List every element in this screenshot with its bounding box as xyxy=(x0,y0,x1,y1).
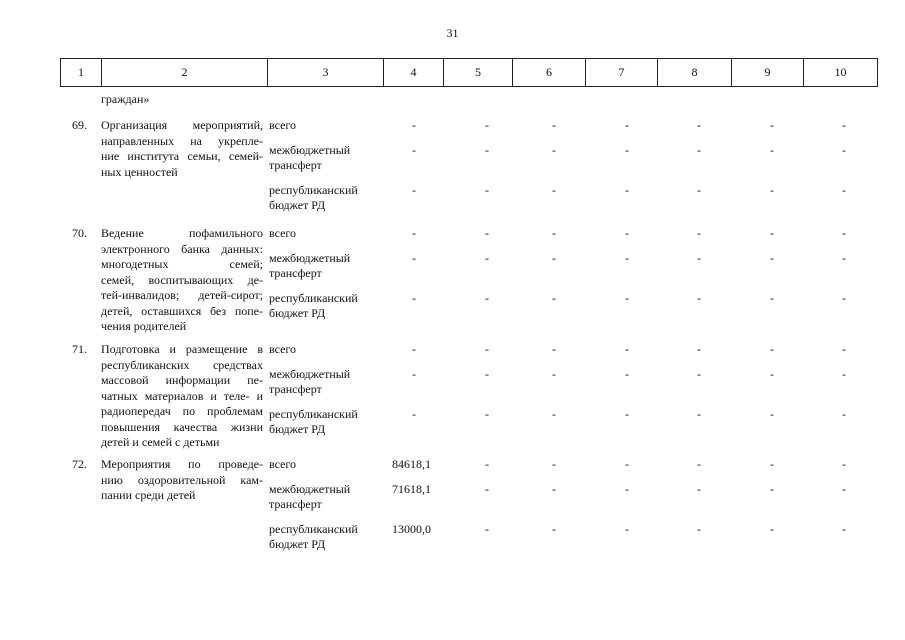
cell-value: - xyxy=(485,407,489,421)
description-line: детей и семей с детьми xyxy=(101,435,220,449)
row-number: 69. xyxy=(72,118,87,132)
cell-value: - xyxy=(552,183,556,197)
col4-value: - xyxy=(412,226,416,240)
cell-value: - xyxy=(485,457,489,471)
cell-value: - xyxy=(625,118,629,132)
cell-value: - xyxy=(842,291,846,305)
row-description xyxy=(101,226,263,335)
cell-value: - xyxy=(770,143,774,157)
description-line: пании среди детей xyxy=(101,488,196,502)
cell-value: - xyxy=(697,342,701,356)
header-col-9: 9 xyxy=(731,59,803,86)
col4-value: - xyxy=(412,183,416,197)
cell-value: - xyxy=(697,407,701,421)
col4-value: 13000,0 xyxy=(392,522,431,536)
table-header-row xyxy=(60,58,878,87)
cell-value: - xyxy=(770,407,774,421)
cell-value: - xyxy=(697,143,701,157)
row-number: 72. xyxy=(72,457,87,471)
description-line: повышения качества жизни xyxy=(101,419,263,434)
cell-value: - xyxy=(485,226,489,240)
cell-value: - xyxy=(842,407,846,421)
cell-value: - xyxy=(485,183,489,197)
description-line: ных ценностей xyxy=(101,164,178,179)
col4-value: - xyxy=(412,291,416,305)
cell-value: - xyxy=(552,118,556,132)
funding-source-label: всего xyxy=(269,226,297,240)
cell-value: - xyxy=(485,118,489,132)
cell-value: - xyxy=(552,457,556,471)
cell-value: - xyxy=(770,226,774,240)
row-number: 70. xyxy=(72,226,87,240)
cell-value: - xyxy=(552,143,556,157)
description-line: нию оздоровительной кам- xyxy=(101,472,263,487)
cell-value: - xyxy=(697,482,701,496)
cell-value: - xyxy=(770,118,774,132)
funding-source-label: республиканский бюджет РД xyxy=(269,522,358,551)
cell-value: - xyxy=(842,143,846,157)
cell-value: - xyxy=(625,482,629,496)
cell-value: - xyxy=(770,457,774,471)
header-col-2: 2 xyxy=(101,59,267,86)
col4-value: 71618,1 xyxy=(392,482,431,496)
cell-value: - xyxy=(697,291,701,305)
header-col-8: 8 xyxy=(657,59,731,86)
cell-value: - xyxy=(625,143,629,157)
header-col-3: 3 xyxy=(267,59,383,86)
cell-value: - xyxy=(552,482,556,496)
continuation-text: граждан» xyxy=(101,92,150,106)
cell-value: - xyxy=(842,457,846,471)
row-description xyxy=(101,118,263,180)
cell-value: - xyxy=(625,291,629,305)
cell-value: - xyxy=(552,251,556,265)
cell-value: - xyxy=(697,251,701,265)
cell-value: - xyxy=(625,407,629,421)
funding-source-label: всего xyxy=(269,342,297,356)
cell-value: - xyxy=(625,522,629,536)
funding-source-label: межбюджетный трансферт xyxy=(269,367,351,396)
cell-value: - xyxy=(552,522,556,536)
cell-value: - xyxy=(625,226,629,240)
description-line: Мероприятия по проведе- xyxy=(101,457,263,471)
description-line: республиканских средствах xyxy=(101,357,263,372)
header-col-6: 6 xyxy=(512,59,585,86)
cell-value: - xyxy=(770,183,774,197)
description-line: многодетных семей; xyxy=(101,257,263,271)
col4-value: - xyxy=(412,342,416,356)
description-line: ние института семьи, семей- xyxy=(101,149,263,163)
cell-value: - xyxy=(485,291,489,305)
page-number: 31 xyxy=(446,26,459,40)
funding-source-label: всего xyxy=(269,457,297,471)
cell-value: - xyxy=(842,183,846,197)
cell-value: - xyxy=(697,522,701,536)
funding-source-label: республиканский бюджет РД xyxy=(269,183,358,212)
cell-value: - xyxy=(485,143,489,157)
cell-value: - xyxy=(485,251,489,265)
cell-value: - xyxy=(770,522,774,536)
header-col-5: 5 xyxy=(443,59,512,86)
cell-value: - xyxy=(842,251,846,265)
description-line: детей, оставшихся без попе- xyxy=(101,303,263,318)
cell-value: - xyxy=(697,367,701,381)
header-col-1: 1 xyxy=(60,59,101,86)
description-line: чения родителей xyxy=(101,319,187,333)
cell-value: - xyxy=(485,342,489,356)
row-number: 71. xyxy=(72,342,87,356)
cell-value: - xyxy=(697,457,701,471)
cell-value: - xyxy=(552,342,556,356)
cell-value: - xyxy=(552,407,556,421)
cell-value: - xyxy=(770,251,774,265)
col4-value: - xyxy=(412,251,416,265)
cell-value: - xyxy=(485,522,489,536)
description-line: радиопередач по проблемам xyxy=(101,404,263,418)
funding-source-label: межбюджетный трансферт xyxy=(269,143,351,172)
cell-value: - xyxy=(842,367,846,381)
cell-value: - xyxy=(485,367,489,381)
cell-value: - xyxy=(842,226,846,240)
description-line: чатных материалов и теле- и xyxy=(101,388,263,403)
cell-value: - xyxy=(625,251,629,265)
funding-source-label: республиканский бюджет РД xyxy=(269,291,358,320)
row-description xyxy=(101,342,263,451)
cell-value: - xyxy=(625,367,629,381)
cell-value: - xyxy=(842,342,846,356)
header-col-10: 10 xyxy=(803,59,878,86)
description-line: электронного банка данных: xyxy=(101,241,263,256)
description-line: Организация мероприятий, xyxy=(101,118,263,132)
cell-value: - xyxy=(842,522,846,536)
cell-value: - xyxy=(842,482,846,496)
description-line: Подготовка и размещение в xyxy=(101,342,263,356)
row-description xyxy=(101,457,263,504)
description-line: массовой информации пе- xyxy=(101,373,263,387)
description-line: направленных на укрепле- xyxy=(101,133,263,148)
cell-value: - xyxy=(697,226,701,240)
cell-value: - xyxy=(770,342,774,356)
cell-value: - xyxy=(697,183,701,197)
cell-value: - xyxy=(625,342,629,356)
cell-value: - xyxy=(770,367,774,381)
cell-value: - xyxy=(552,291,556,305)
description-line: Ведение пофамильного xyxy=(101,226,263,240)
description-line: тей-инвалидов; детей-сирот; xyxy=(101,288,263,302)
cell-value: - xyxy=(625,457,629,471)
col4-value: 84618,1 xyxy=(392,457,431,471)
cell-value: - xyxy=(842,118,846,132)
cell-value: - xyxy=(552,226,556,240)
cell-value: - xyxy=(770,482,774,496)
col4-value: - xyxy=(412,118,416,132)
funding-source-label: республиканский бюджет РД xyxy=(269,407,358,436)
funding-source-label: межбюджетный трансферт xyxy=(269,482,351,511)
cell-value: - xyxy=(485,482,489,496)
cell-value: - xyxy=(697,118,701,132)
funding-source-label: межбюджетный трансферт xyxy=(269,251,351,280)
cell-value: - xyxy=(770,291,774,305)
header-col-7: 7 xyxy=(585,59,657,86)
col4-value: - xyxy=(412,407,416,421)
funding-source-label: всего xyxy=(269,118,297,132)
col4-value: - xyxy=(412,143,416,157)
col4-value: - xyxy=(412,367,416,381)
cell-value: - xyxy=(625,183,629,197)
description-line: семей, воспитывающих де- xyxy=(101,272,263,287)
header-col-4: 4 xyxy=(383,59,443,86)
cell-value: - xyxy=(552,367,556,381)
